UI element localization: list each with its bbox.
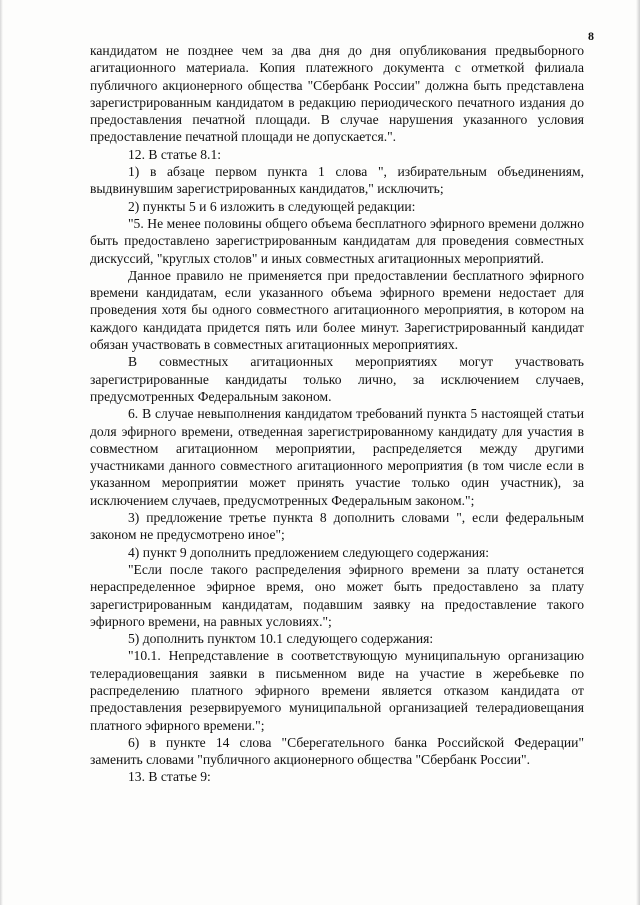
paragraph-item-4-content: "Если после такого распределения эфирного времени за плату останется нераспределенное эфирное время, оно может быть предоставлено за плату зарегистрированным кандидатам, подавшим заявку на предоставление такого эфирного времени, на равных условиях.";	[90, 561, 584, 629]
scan-edge-left	[0, 0, 3, 905]
paragraph-clause-6: 6. В случае невыполнения кандидатом требований пункта 5 настоящей статьи доля эфирного времени, отведенная зарегистрированному кандидату для участия в совместном агитационном мероприятии, распределяется между другими участниками данного совместного агитационного мероприятия (в том числе если в указанном мероприятии может принять участие только один участник), за исключением случаев, предусмотренных Федеральным законом.";	[90, 406, 584, 508]
paragraph-item-4: 4) пункт 9 дополнить предложением следующего содержания:	[128, 544, 490, 560]
page-number: 8	[588, 29, 594, 43]
paragraph-article-13-heading: 13. В статье 9:	[128, 769, 211, 785]
paragraph-item-3: 3) предложение третье пункта 8 дополнить словами ", если федеральным законом не предусмотрено иное";	[90, 510, 584, 543]
paragraph-clause-5: "5. Не менее половины общего объема бесплатного эфирного времени должно быть предоставлено зарегистрированным кандидатам для проведения совместных дискуссий, "круглых столов" и иных совместных агитационных мероприятий.	[90, 215, 584, 266]
paragraph-article-12-heading: 12. В статье 8.1:	[128, 146, 222, 162]
paragraph-continuation: кандидатом не позднее чем за два дня до дня опубликования предвыборного агитационного материала. Копия платежного документа с отметкой филиала публичного акционерного общества "Сбербанк России" должна быть представлена зарегистрированным кандидатом в редакцию периодического печатного издания до предоставления печатной площади. В случае нарушения указанного условия предоставление печатной площади не допускается.".	[90, 43, 584, 145]
paragraph-item-6: 6) в пункте 14 слова "Сберегательного банка Российской Федерации" заменить словами "публичного акционерного общества "Сбербанк России".	[90, 734, 584, 768]
paragraph-item-1: 1) в абзаце первом пункта 1 слова ", избирательным объединениям, выдвинувшим зарегистрированных кандидатов," исключить;	[90, 164, 584, 197]
paragraph-item-2: 2) пункты 5 и 6 изложить в следующей редакции:	[128, 198, 416, 214]
scan-edge-right	[636, 0, 640, 905]
paragraph-item-5: 5) дополнить пунктом 10.1 следующего содержания:	[128, 631, 434, 647]
paragraph-clause-5-participation: В совместных агитационных мероприятиях могут участвовать зарегистрированные кандидаты только лично, за исключением случаев, предусмотренных Федеральным законом.	[90, 354, 584, 404]
document-body	[90, 42, 584, 786]
paragraph-clause-5-rule: Данное правило не применяется при предоставлении бесплатного эфирного времени кандидатам, если указанного объема эфирного времени недостает для проведения хотя бы одного совместного агитационного мероприятия, в котором на каждого кандидата придется пять или более минут. Зарегистрированный кандидат обязан участвовать в совместных агитационных мероприятиях.	[90, 267, 584, 353]
paragraph-clause-10-1: "10.1. Непредставление в соответствующую муниципальную организацию телерадиовещания заявки в письменном виде на участие в жеребьевке по распределению платного эфирного времени является отказом кандидата от предоставления резервируемого муниципальной организацией телерадиовещания платного эфирного времени.";	[90, 648, 584, 733]
